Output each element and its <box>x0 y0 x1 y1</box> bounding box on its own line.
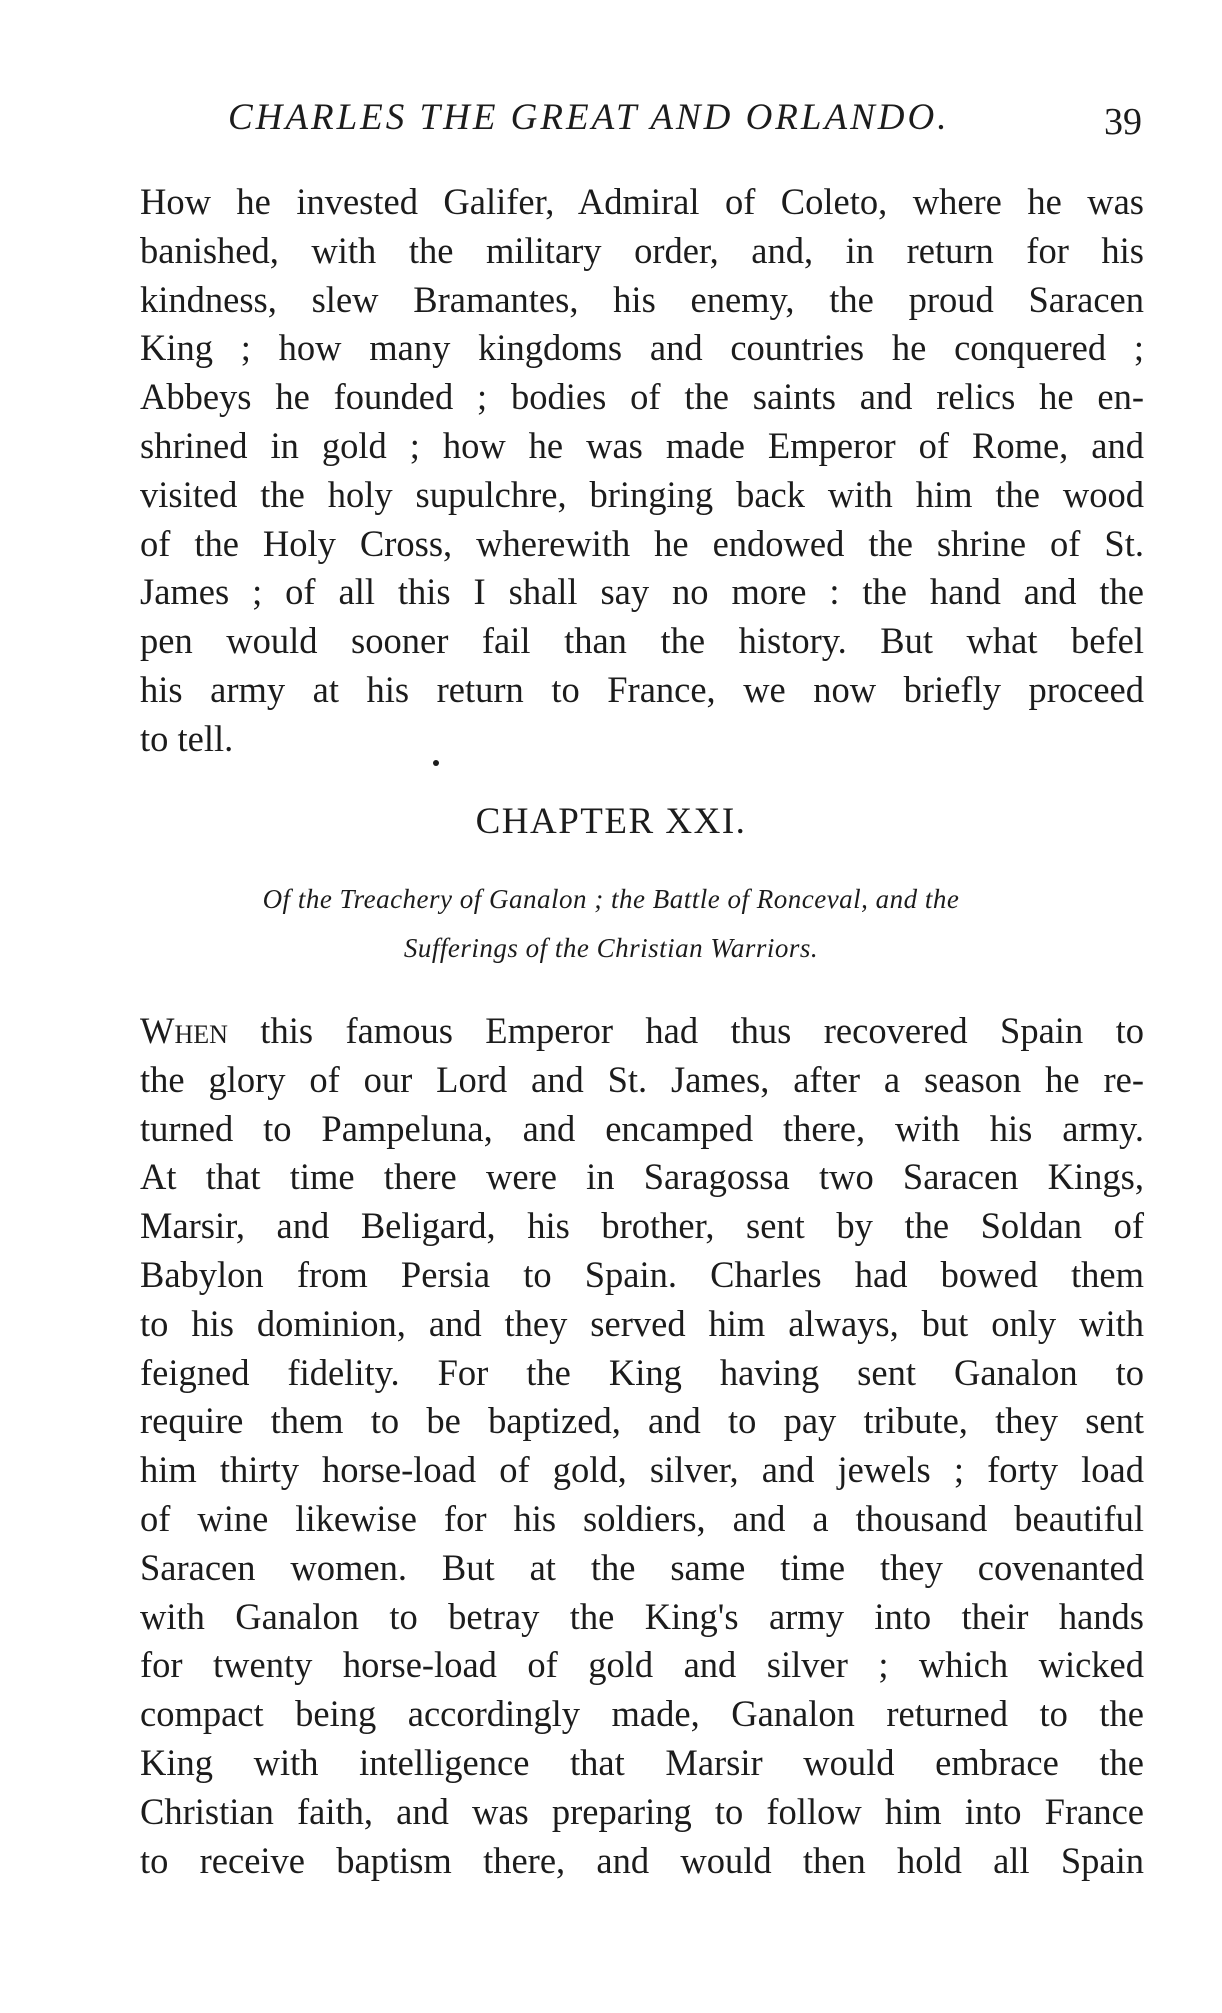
text-line: Abbeys he founded ; bodies of the saints and relics he en- <box>140 376 1144 418</box>
text-line-rest: this famous Emperor had thus recovered Spain to <box>227 1010 1144 1051</box>
text-line: At that time there were in Saragossa two Saracen Kings, <box>140 1156 1144 1198</box>
chapter-subtitle-line: Of the Treachery of Ganalon ; the Battle of Ronceval, and the <box>262 884 960 914</box>
text-line: shrined in gold ; how he was made Emperor of Rome, and <box>140 424 1144 466</box>
paragraph-2 <box>140 1007 1144 1885</box>
stray-ink-dot <box>433 760 439 766</box>
chapter-title: CHAPTER XXI. <box>475 801 747 842</box>
text-line: require them to be baptized, and to pay tribute, they sent <box>140 1400 1144 1442</box>
text-line: kindness, slew Bramantes, his enemy, the proud Saracen <box>140 278 1144 320</box>
paragraph-1 <box>140 178 1144 764</box>
text-line: feigned fidelity. For the King having sent Ganalon to <box>140 1351 1144 1393</box>
text-line: Marsir, and Beligard, his brother, sent by the Soldan of <box>140 1205 1144 1247</box>
running-head: CHARLES THE GREAT AND ORLANDO. <box>228 97 950 138</box>
text-line: James ; of all this I shall say no more : the hand and the <box>140 571 1144 613</box>
text-line: Christian faith, and was preparing to follow him into France <box>140 1790 1144 1832</box>
text-line: to tell. <box>140 717 234 759</box>
text-line: visited the holy supulchre, bringing back with him the wood <box>140 473 1144 515</box>
text-line: turned to Pampeluna, and encamped there, with his army. <box>140 1107 1144 1149</box>
chapter-subtitle-line: Sufferings of the Christian Warriors. <box>403 933 819 963</box>
text-line: of wine likewise for his soldiers, and a thousand beautiful <box>140 1497 1144 1539</box>
text-line: King with intelligence that Marsir would embrace the <box>140 1741 1144 1783</box>
text-line: banished, with the military order, and, in return for his <box>140 229 1144 271</box>
text-line: pen would sooner fail than the history. But what befel <box>140 620 1144 662</box>
text-line: of the Holy Cross, wherewith he endowed the shrine of St. <box>140 522 1144 564</box>
text-line: How he invested Galifer, Admiral of Coleto, where he was <box>140 181 1144 222</box>
text-line <box>140 1007 1144 1056</box>
text-line: Saracen women. But at the same time they covenanted <box>140 1546 1144 1588</box>
text-line: Babylon from Persia to Spain. Charles had bowed them <box>140 1253 1144 1295</box>
text-line: his army at his return to France, we now briefly proceed <box>140 668 1144 710</box>
text-line: King ; how many kingdoms and countries he conquered ; <box>140 327 1144 369</box>
text-line: for twenty horse-load of gold and silver ; which wicked <box>140 1644 1144 1686</box>
drop-word: When <box>140 1010 228 1051</box>
text-line: the glory of our Lord and St. James, after a season he re- <box>140 1058 1144 1100</box>
text-line: to receive baptism there, and would then hold all Spain <box>140 1839 1144 1881</box>
text-line: to his dominion, and they served him always, but only with <box>140 1302 1144 1344</box>
text-line: him thirty horse-load of gold, silver, and jewels ; forty load <box>140 1449 1144 1491</box>
page-number: 39 <box>1104 101 1142 143</box>
text-line: compact being accordingly made, Ganalon returned to the <box>140 1693 1144 1735</box>
text-line: with Ganalon to betray the King's army into their hands <box>140 1595 1144 1637</box>
